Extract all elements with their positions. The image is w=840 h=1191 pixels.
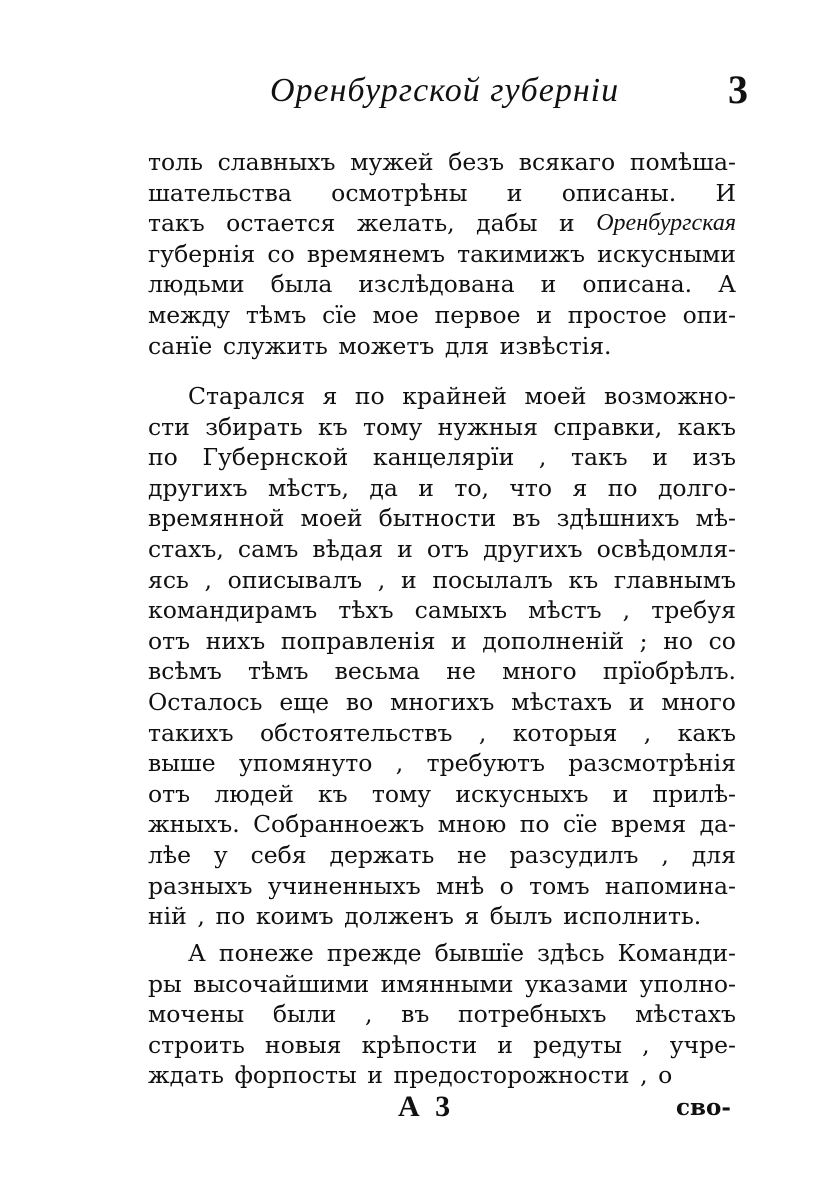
word: искусными	[597, 239, 736, 268]
word: и	[559, 209, 575, 238]
word: збирать	[205, 412, 303, 441]
text-line	[148, 718, 736, 749]
word: требуя	[651, 596, 736, 625]
word: ,	[204, 565, 212, 594]
word: строить	[148, 1030, 245, 1059]
word: такъ	[148, 209, 205, 238]
text-line	[148, 208, 736, 239]
word: самыхъ	[414, 596, 508, 625]
word: А	[188, 939, 206, 967]
word: по	[354, 382, 385, 410]
word: много	[502, 657, 577, 686]
word: первое	[434, 300, 521, 329]
text-line	[148, 748, 736, 779]
word: дополненій	[482, 626, 625, 655]
word: о	[658, 1061, 673, 1090]
word: отъ	[148, 626, 191, 655]
word: ры	[148, 969, 182, 998]
word: Собранноежъ	[253, 810, 425, 839]
word: весьма	[334, 657, 421, 686]
word: поправленія	[280, 626, 436, 655]
word: разныхъ	[148, 871, 253, 900]
word: губернія	[148, 239, 256, 268]
word: людьми	[148, 270, 245, 299]
word: со	[267, 239, 295, 268]
text-line	[148, 503, 736, 534]
word: по	[519, 810, 550, 839]
word: еще	[279, 687, 329, 716]
word: санїе	[148, 331, 213, 360]
text-line	[148, 901, 736, 932]
word: тѣхъ	[338, 596, 394, 625]
word: редуты	[533, 1030, 622, 1059]
word: А	[718, 270, 736, 299]
word: ;	[639, 626, 648, 655]
word: и	[497, 1030, 513, 1059]
word: былъ	[489, 902, 553, 931]
word: времянемъ	[306, 239, 445, 268]
text-line	[148, 534, 736, 565]
word: времянной	[148, 504, 285, 533]
word: мое	[372, 300, 419, 329]
paragraph-1	[148, 147, 736, 361]
word: мужей	[350, 148, 434, 176]
word: простое	[567, 300, 667, 329]
word: всякаго	[518, 148, 616, 176]
word: да-	[699, 810, 736, 839]
word: нужныя	[437, 412, 538, 441]
word: упомянуто	[239, 749, 373, 778]
word: много	[661, 687, 736, 716]
word: мною	[437, 810, 507, 839]
word: остается	[226, 209, 336, 238]
text-line	[148, 239, 736, 270]
word: безъ	[448, 148, 505, 176]
word: ,	[377, 565, 386, 594]
word: ,	[643, 718, 652, 747]
word: освѣдомля-	[596, 534, 736, 563]
word: ній	[148, 902, 187, 931]
word: бытности	[378, 504, 497, 533]
word: предосторожности	[393, 1061, 630, 1090]
word: къ	[317, 779, 348, 808]
word: ,	[478, 718, 487, 747]
word: для	[691, 840, 736, 869]
word: бывшїе	[434, 939, 524, 967]
word: сти	[148, 412, 190, 441]
word: славныхъ	[217, 148, 336, 176]
text-line	[148, 871, 736, 902]
word: здѣсь	[537, 939, 605, 967]
word: какъ	[677, 718, 736, 747]
word: разсудилъ	[509, 840, 639, 869]
word: желать,	[356, 209, 455, 238]
word: ждать	[148, 1061, 224, 1090]
word: здѣшнихъ	[556, 504, 680, 533]
word: тѣмъ	[248, 657, 309, 686]
word: указами	[524, 969, 629, 998]
word: мнѣ	[436, 871, 485, 900]
word: не	[446, 657, 476, 686]
word: отъ	[148, 779, 191, 808]
word: нихъ	[205, 626, 266, 655]
word: ,	[365, 1000, 373, 1029]
word: опи-	[682, 300, 736, 329]
word: посылалъ	[432, 565, 553, 594]
word: какъ	[677, 412, 736, 441]
text-line	[148, 331, 736, 362]
word: и	[367, 1061, 383, 1090]
word: и	[506, 178, 523, 207]
word: моей	[524, 382, 587, 410]
word: изслѣдована	[358, 270, 515, 299]
signature-mark: А 3	[398, 1090, 455, 1123]
word: прилѣ-	[652, 779, 736, 808]
word: исполнить.	[563, 902, 702, 931]
word: были	[272, 1000, 337, 1029]
word: имянными	[380, 969, 514, 998]
running-title: Оренбургской губерніи	[270, 72, 620, 109]
word: моей	[300, 504, 363, 533]
word: я	[464, 902, 480, 931]
text-line	[148, 1030, 736, 1061]
text-line	[148, 779, 736, 810]
word: вѣдая	[312, 534, 384, 563]
paragraph-2	[148, 381, 736, 932]
text-line	[148, 565, 736, 596]
word: время	[610, 810, 687, 839]
word: и	[540, 270, 557, 299]
word: возможно-	[603, 382, 736, 410]
word: главнымъ	[613, 565, 736, 594]
word: и	[451, 626, 467, 655]
word: и	[397, 534, 413, 563]
word: напомина-	[604, 871, 736, 900]
word: для	[444, 331, 490, 360]
word: канцелярїи	[372, 443, 515, 472]
word: Осталось	[148, 687, 263, 716]
word: справки,	[553, 412, 663, 441]
word: форпосты	[234, 1061, 357, 1090]
word: другихъ	[148, 473, 248, 502]
word: описаны.	[561, 178, 677, 207]
word: учиненныхъ	[267, 871, 421, 900]
word: со	[708, 626, 736, 655]
word: во	[345, 687, 374, 716]
word: служить	[222, 331, 328, 360]
word: мѣстахъ	[635, 1000, 736, 1029]
word: понеже	[218, 939, 314, 967]
word: всѣмъ	[148, 657, 222, 686]
word: долженъ	[344, 902, 454, 931]
text-line	[148, 595, 736, 626]
word: тому	[371, 779, 432, 808]
word: и	[612, 779, 629, 808]
word: описана.	[582, 270, 693, 299]
word: помѣша-	[629, 148, 736, 176]
text-line	[148, 626, 736, 657]
word: мѣ-	[695, 504, 736, 533]
word: дабы	[476, 209, 538, 238]
word: можетъ	[338, 331, 435, 360]
word: я	[572, 473, 588, 502]
word: ,	[661, 840, 669, 869]
text-line	[148, 473, 736, 504]
word: крѣпости	[361, 1030, 478, 1059]
word: у	[213, 840, 228, 869]
word: прежде	[326, 939, 422, 967]
word: шательства	[148, 178, 292, 207]
text-line	[148, 1060, 736, 1091]
word: потребныхъ	[458, 1000, 607, 1029]
word: въ	[512, 504, 541, 533]
word: требуютъ	[426, 749, 545, 778]
word: по	[607, 473, 638, 502]
word: я	[322, 382, 338, 410]
word: и	[400, 565, 417, 594]
word: и	[418, 473, 434, 502]
word: держать	[329, 840, 435, 869]
word: обстоятельствъ	[260, 718, 453, 747]
word: и	[652, 443, 668, 472]
word: искусныхъ	[455, 779, 589, 808]
word: изъ	[692, 443, 736, 472]
word: ,	[622, 596, 631, 625]
word: уполно-	[639, 969, 736, 998]
word: такихъ	[148, 718, 234, 747]
text-line	[148, 840, 736, 871]
word: Команди-	[617, 939, 736, 967]
word: людей	[214, 779, 294, 808]
word: отъ	[426, 534, 470, 563]
word: была	[270, 270, 333, 299]
word: такъ	[570, 443, 628, 472]
word: ,	[642, 1030, 650, 1059]
word: Старался	[188, 382, 305, 410]
word: Оренбургская	[596, 210, 736, 237]
word: новыя	[264, 1030, 342, 1059]
word: и	[536, 300, 552, 329]
word: лѣе	[148, 840, 192, 869]
word: о	[499, 871, 514, 900]
word: учре-	[669, 1030, 736, 1059]
word: не	[457, 840, 487, 869]
text-line	[148, 269, 736, 300]
word: сїе	[322, 300, 357, 329]
text-line	[148, 178, 736, 209]
word: въ	[401, 1000, 430, 1029]
word: ,	[538, 443, 547, 472]
word: что	[509, 473, 553, 502]
word: самъ	[237, 534, 299, 563]
word: разсмотрѣнія	[568, 749, 736, 778]
word: то,	[454, 473, 489, 502]
catchword: сво-	[676, 1094, 731, 1121]
text-line	[148, 300, 736, 331]
word: многихъ	[390, 687, 495, 716]
word: другихъ	[483, 534, 583, 563]
text-line	[148, 442, 736, 473]
word: томъ	[529, 871, 590, 900]
text-line	[148, 938, 736, 969]
word: коимъ	[255, 902, 334, 931]
text-line	[148, 656, 736, 687]
text-line	[148, 969, 736, 1000]
word: такимижъ	[457, 239, 585, 268]
word: толь	[148, 148, 203, 176]
word: описывалъ	[227, 565, 363, 594]
text-line	[148, 147, 736, 178]
text-line	[148, 809, 736, 840]
word: высочайшими	[193, 969, 370, 998]
word: стахъ,	[148, 534, 224, 563]
word: которыя	[512, 718, 618, 747]
word: прїобрѣлъ.	[602, 657, 736, 686]
word: но	[663, 626, 693, 655]
word: между	[148, 300, 231, 329]
word: И	[715, 178, 736, 207]
text-line	[148, 687, 736, 718]
word: выше	[148, 749, 216, 778]
word: извѣстія.	[499, 331, 612, 360]
word: ,	[197, 902, 205, 931]
page-number: 3	[728, 67, 748, 112]
word: мочены	[148, 1000, 245, 1029]
word: тому	[363, 412, 423, 441]
word: мѣстахъ	[511, 687, 613, 716]
word: долго-	[657, 473, 736, 502]
word: къ	[318, 412, 348, 441]
word: и	[628, 687, 645, 716]
word: ясь	[148, 565, 189, 594]
word: ,	[640, 1061, 648, 1090]
word: мѣстъ	[528, 596, 602, 625]
word: Губернской	[202, 443, 349, 472]
text-line	[148, 381, 736, 412]
word: осмотрѣны	[331, 178, 468, 207]
word: по	[148, 443, 178, 472]
word: по	[215, 902, 246, 931]
word: да	[369, 473, 398, 502]
word: сїе	[562, 810, 598, 839]
word: тѣмъ	[245, 300, 307, 329]
word: къ	[568, 565, 599, 594]
word: командирамъ	[148, 596, 318, 625]
word: крайней	[402, 382, 507, 410]
word: мѣстъ,	[267, 473, 349, 502]
paragraph-3	[148, 938, 736, 1091]
word: жныхъ.	[148, 810, 240, 839]
word: ,	[395, 749, 404, 778]
text-line	[148, 999, 736, 1030]
word: себя	[250, 840, 307, 869]
text-line	[148, 412, 736, 443]
